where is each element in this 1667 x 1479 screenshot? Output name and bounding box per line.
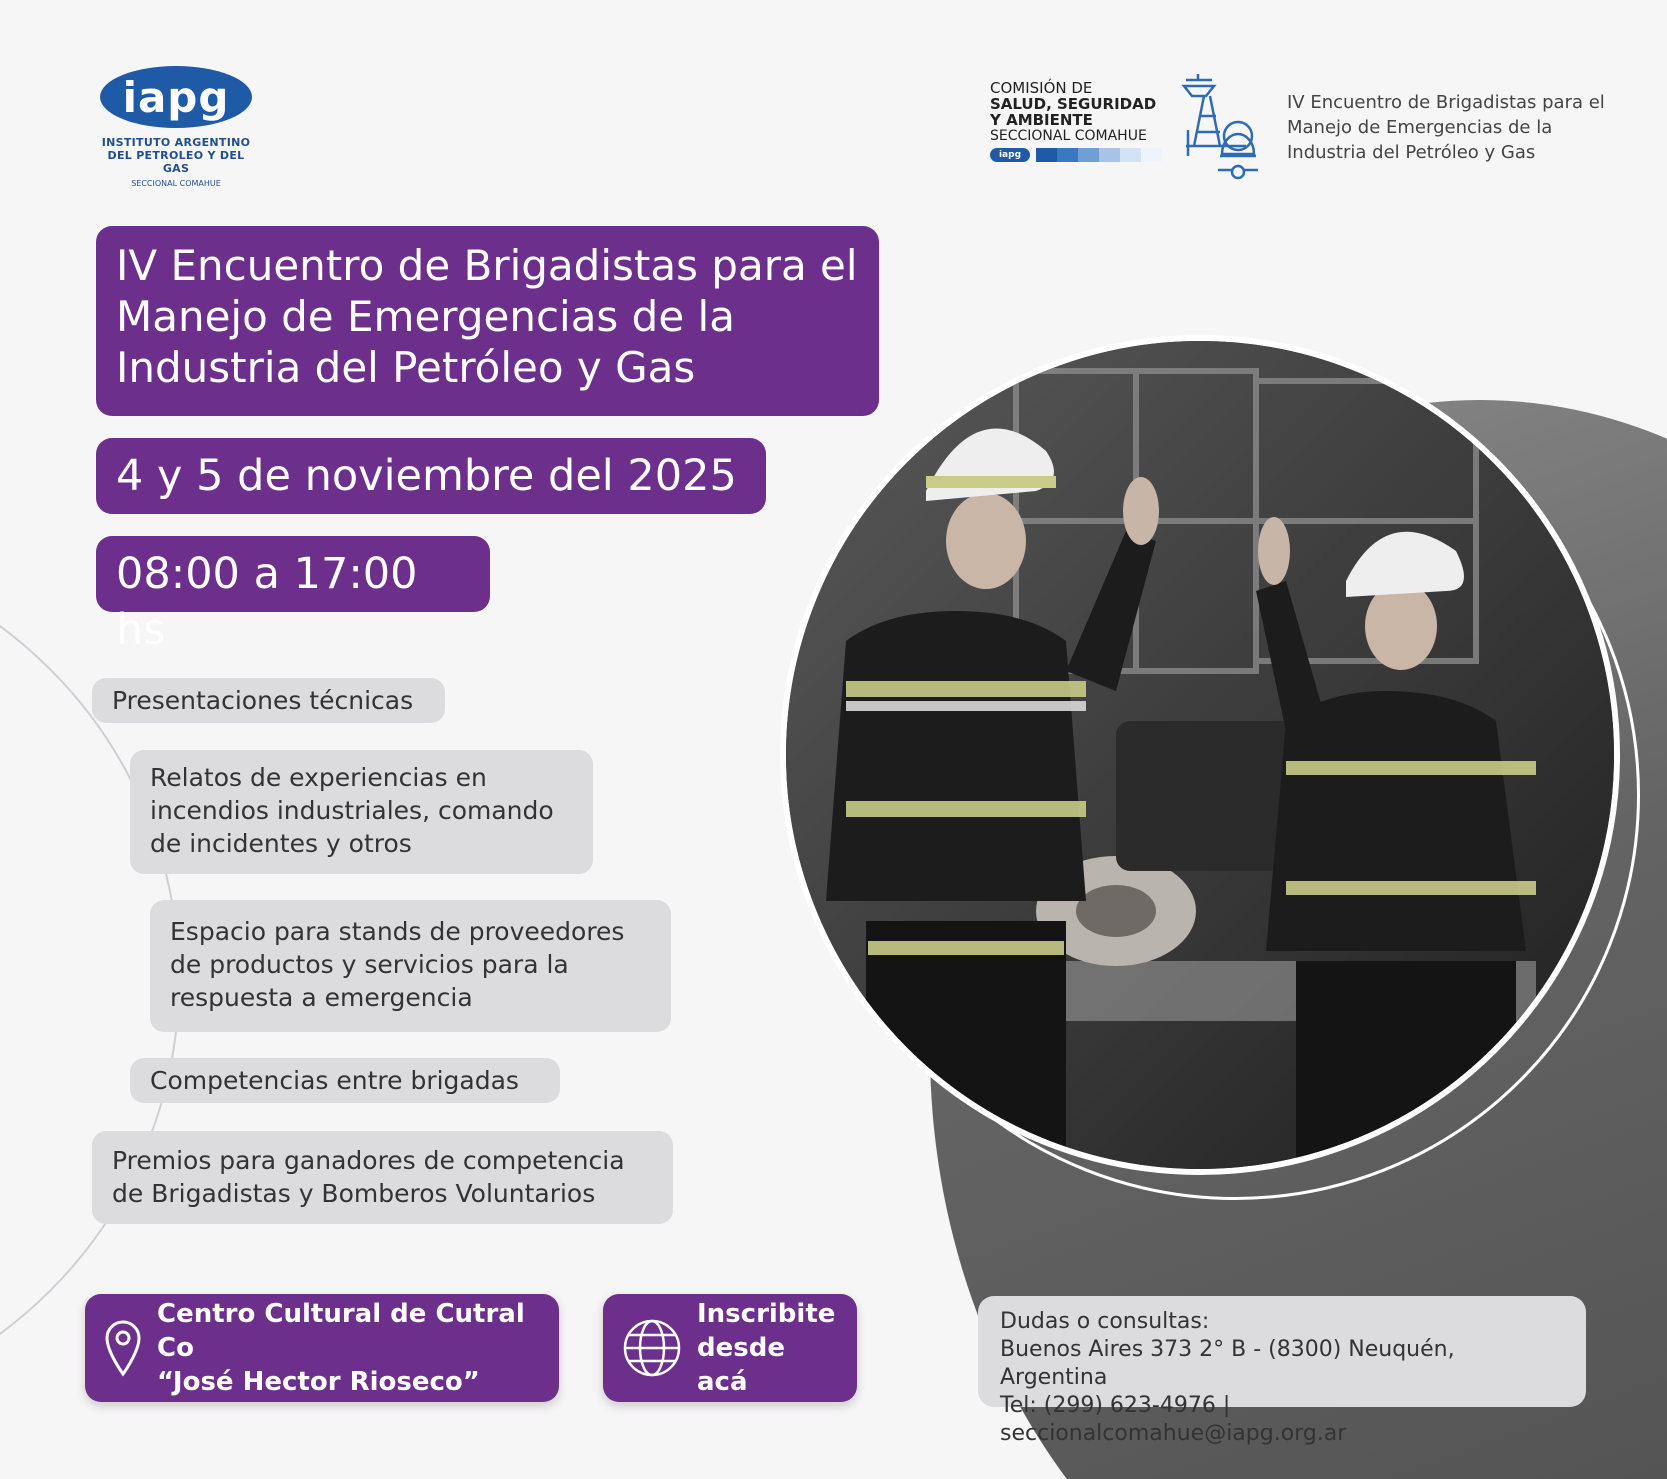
color-swatch [1120,148,1141,162]
iapg-logo-mark: iapg [100,66,252,128]
location-button[interactable] [85,1294,559,1402]
comision-line1: COMISIÓN DE [990,79,1093,97]
comision-line4: SECCIONAL COMAHUE [990,128,1147,144]
register-button[interactable] [603,1294,857,1402]
activity-item: Relatos de experiencias en incendios industriales, comando de incidentes y otros [130,750,593,874]
event-header-text: IV Encuentro de Brigadistas para el Manejo de Emergencias de la Industria del Petróleo y Gas [1287,92,1605,163]
location-text [157,1297,541,1399]
iapg-logo-line2: DEL PETROLEO Y DEL GAS [107,149,245,175]
color-swatch [1078,148,1099,162]
oil-rig-helmet-icon [1180,70,1270,180]
location-line2: “José Hector Rioseco” [157,1367,480,1397]
comision-line2: SALUD, SEGURIDAD [990,95,1157,113]
register-line1: Inscribite [697,1299,836,1329]
contact-phone-email[interactable]: Tel: (299) 623-4976 | seccionalcomahue@iapg.org.ar [1000,1393,1347,1446]
comision-iapg-badge: iapg [990,148,1030,162]
comision-line3: Y AMBIENTE [990,111,1093,129]
event-date: 4 y 5 de noviembre del 2025 [96,438,766,514]
iapg-logo-line1: INSTITUTO ARGENTINO [101,136,251,149]
contact-address: Buenos Aires 373 2° B - (8300) Neuquén, Argentina [1000,1337,1455,1390]
activity-item: Presentaciones técnicas [92,678,445,723]
comision-logo [990,80,1164,162]
contact-box [978,1296,1586,1446]
register-line2: desde acá [697,1333,785,1397]
firefighters-photo [780,335,1620,1175]
color-swatch [1057,148,1078,162]
color-swatch [1099,148,1120,162]
location-line1: Centro Cultural de Cutral Co [157,1299,525,1363]
iapg-logo [96,66,256,188]
activity-item: Competencias entre brigadas [130,1058,560,1103]
contact-heading: Dudas o consultas: [1000,1309,1210,1334]
color-swatch [1036,148,1057,162]
register-text [697,1297,839,1399]
comision-color-bar [990,148,1164,162]
firefighters-illustration [786,341,1614,1169]
iapg-logo-line3: SECCIONAL COMAHUE [131,179,221,188]
event-time: 08:00 a 17:00 hs [96,536,490,612]
location-pin-icon [103,1318,143,1378]
event-title: IV Encuentro de Brigadistas para el Manejo de Emergencias de la Industria del Petróleo y Gas [96,226,879,416]
color-swatch [1141,148,1162,162]
activity-item: Premios para ganadores de competencia de Brigadistas y Bomberos Voluntarios [92,1131,673,1224]
activity-item: Espacio para stands de proveedores de productos y servicios para la respuesta a emergencia [150,900,671,1032]
globe-icon [621,1317,683,1379]
